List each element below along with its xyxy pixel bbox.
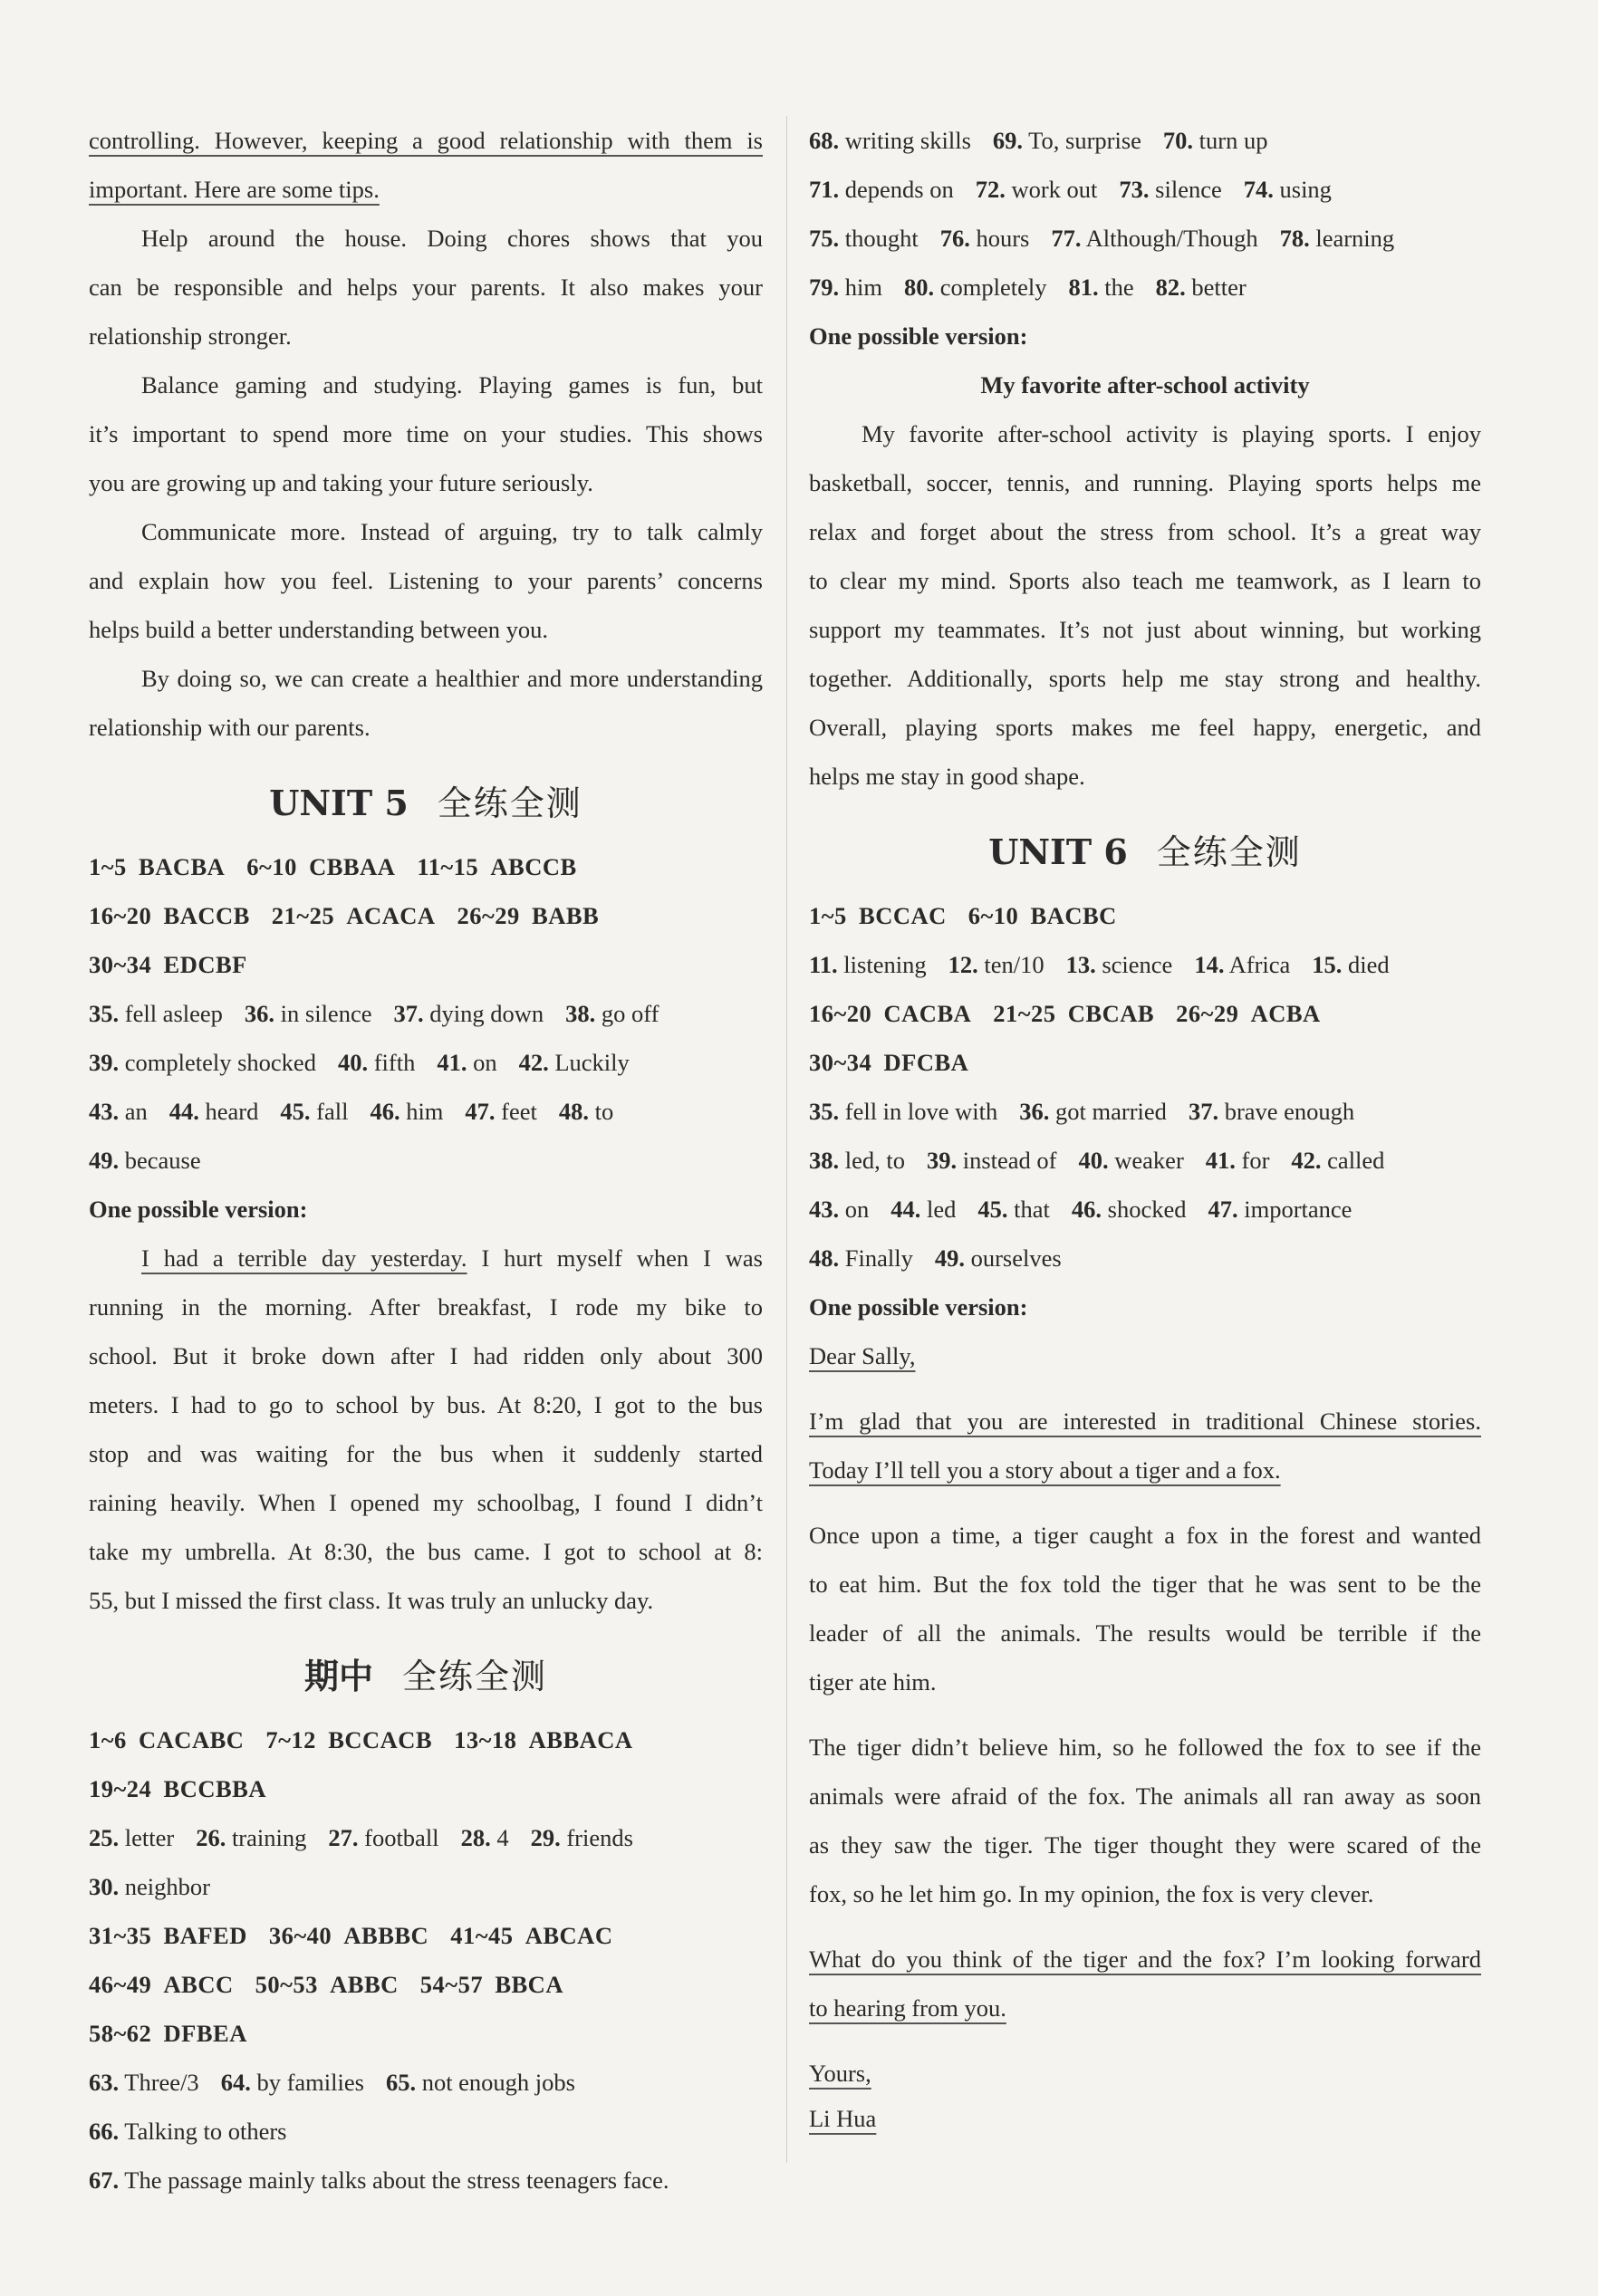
answer-value: led, to	[844, 1147, 905, 1174]
fill-answer-row	[89, 1813, 763, 1862]
answer-value: weaker	[1114, 1147, 1184, 1174]
answer-value: CACABC	[139, 1726, 245, 1753]
answer-value: Luckily	[554, 1049, 630, 1076]
letter-paragraph	[809, 1935, 1481, 2032]
question-number: 46.	[370, 1098, 400, 1125]
text-line: animals were afraid of the fox. The animals all ran away as soon	[809, 1782, 1481, 1810]
answer-value: BACBA	[139, 853, 226, 880]
question-number: 35.	[89, 1000, 120, 1027]
question-range: 21~25	[993, 1000, 1056, 1027]
answer-value: completely shocked	[124, 1049, 316, 1076]
answer-value: not enough jobs	[421, 2069, 575, 2096]
answer-value: BCCACB	[328, 1726, 433, 1753]
answer-value: called	[1327, 1147, 1385, 1174]
tip-paragraph	[89, 214, 763, 360]
letter-closing: Yours,	[809, 2060, 871, 2087]
choice-answer-row	[89, 1764, 763, 1813]
answer-value: him	[844, 274, 882, 301]
answer-value: ABBC	[330, 1971, 399, 1998]
answer-value: To, surprise	[1028, 127, 1141, 154]
question-number: 74.	[1243, 176, 1274, 203]
unit5-answers	[89, 842, 763, 1185]
unit6-answers	[809, 891, 1481, 1282]
answer-value: because	[124, 1147, 201, 1174]
question-number: 68.	[809, 127, 840, 154]
fill-answer-row	[89, 2058, 763, 2107]
column-divider	[786, 116, 787, 2163]
answer-value: silence	[1155, 176, 1222, 203]
text-line: as they saw the tiger. The tiger thought they were scared of the	[809, 1831, 1481, 1859]
question-number: 43.	[89, 1098, 120, 1125]
answer-value: go off	[601, 1000, 659, 1027]
question-number: 26.	[196, 1824, 226, 1851]
text-line: Once upon a time, a tiger caught a fox in the forest and wanted	[809, 1522, 1481, 1549]
text-line: Communicate more. Instead of arguing, try to talk calmly	[141, 518, 763, 545]
answer-value: dying down	[429, 1000, 544, 1027]
question-number: 36.	[1019, 1098, 1050, 1125]
answer-value: that	[1014, 1196, 1050, 1223]
version-label: One possible version:	[809, 1293, 1028, 1321]
answer-value: in silence	[280, 1000, 372, 1027]
text-line: I had a terrible day yesterday. I hurt myself when I was	[141, 1244, 763, 1272]
unit6-title: UNIT 6	[988, 831, 1128, 872]
letter-paragraph	[809, 1511, 1481, 1706]
activity-essay	[809, 409, 1481, 801]
fill-answer-row	[809, 1185, 1481, 1234]
answer-value: neighbor	[124, 1873, 210, 1900]
text-line: controlling. However, keeping a good relationship with them is	[89, 127, 763, 154]
question-number: 49.	[89, 1147, 120, 1174]
version-label: One possible version:	[809, 322, 1028, 350]
text-line: fox, so he let him go. In my opinion, the fox is very clever.	[809, 1880, 1374, 1907]
midterm-title: 期中	[303, 1656, 373, 1696]
question-number: 78.	[1279, 225, 1310, 252]
question-number: 38.	[565, 1000, 596, 1027]
text-line: school. But it broke down after I had ridden only about 300	[89, 1342, 763, 1369]
text-line: stop and was waiting for the bus when it suddenly started	[89, 1440, 763, 1467]
letter-paragraph	[809, 1397, 1481, 1494]
question-number: 70.	[1162, 127, 1194, 154]
question-number: 48.	[809, 1244, 840, 1272]
answer-value: heard	[205, 1098, 259, 1125]
text-line: I’m glad that you are interested in traditional Chinese stories.	[809, 1407, 1481, 1435]
question-range: 31~35	[89, 1922, 152, 1949]
answer-value: CACBA	[883, 1000, 972, 1027]
question-number: 65.	[385, 2069, 417, 2096]
answer-value: CBBAA	[309, 853, 396, 880]
question-number: 66.	[89, 2118, 120, 2145]
question-number: 37.	[1188, 1098, 1219, 1125]
answer-value: fell asleep	[124, 1000, 223, 1027]
question-number: 81.	[1068, 274, 1099, 301]
question-number: 35.	[809, 1098, 840, 1125]
question-range: 1~5	[89, 853, 127, 880]
question-number: 41.	[437, 1049, 467, 1076]
question-number: 42.	[518, 1049, 549, 1076]
question-number: 69.	[992, 127, 1024, 154]
answer-value: 4	[496, 1824, 509, 1851]
answer-value: CBCAB	[1067, 1000, 1155, 1027]
answer-value: hours	[976, 225, 1030, 252]
text-line: you are growing up and taking your future seriously.	[89, 469, 593, 496]
text-line: basketball, soccer, tennis, and running. Playing sports helps me	[809, 469, 1481, 496]
text-line: helps me stay in good shape.	[809, 763, 1085, 790]
question-number: 63.	[89, 2069, 120, 2096]
letter-signature: Li Hua	[809, 2105, 877, 2132]
text-line: together. Additionally, sports help me stay strong and healthy.	[809, 665, 1481, 692]
question-range: 16~20	[809, 1000, 872, 1027]
question-number: 75.	[809, 225, 840, 252]
answer-value: turn up	[1198, 127, 1268, 154]
answer-value: to	[594, 1098, 614, 1125]
answer-value: BCCAC	[859, 902, 947, 929]
answer-value: The passage mainly talks about the stress teenagers face.	[124, 2166, 669, 2194]
answer-value: BCCBBA	[163, 1775, 266, 1802]
answer-value: Although/Though	[1085, 225, 1258, 252]
answer-value: football	[364, 1824, 439, 1851]
question-range: 6~10	[246, 853, 297, 880]
question-range: 19~24	[89, 1775, 152, 1802]
fill-answer-row	[89, 2107, 763, 2156]
answer-value: BACBC	[1030, 902, 1117, 929]
version-label: One possible version:	[89, 1196, 308, 1223]
question-range: 46~49	[89, 1971, 152, 1998]
question-number: 37.	[393, 1000, 424, 1027]
question-range: 1~5	[809, 902, 847, 929]
answer-value: ABBBC	[343, 1922, 429, 1949]
answer-value: the	[1104, 274, 1134, 301]
text-line: Balance gaming and studying. Playing games is fun, but	[141, 371, 763, 399]
midterm-heading	[89, 1650, 763, 1703]
text-line: leader of all the animals. The results would be terrible if the	[809, 1619, 1481, 1647]
text-line: The tiger didn’t believe him, so he followed the fox to see if the	[809, 1734, 1481, 1761]
question-range: 26~29	[457, 902, 520, 929]
answer-value: fell in love with	[844, 1098, 998, 1125]
unit5-heading	[89, 777, 763, 830]
midterm-subtitle: 全练全测	[402, 1657, 548, 1696]
question-number: 77.	[1051, 225, 1082, 252]
text-line: it’s important to spend more time on your studies. This shows	[89, 420, 763, 447]
question-number: 67.	[89, 2166, 120, 2194]
answer-value: Three/3	[124, 2069, 199, 2096]
question-number: 71.	[809, 176, 840, 203]
question-range: 7~12	[265, 1726, 316, 1753]
answer-value: got married	[1055, 1098, 1167, 1125]
question-number: 14.	[1194, 951, 1225, 978]
answer-value: Africa	[1228, 951, 1291, 978]
text-line: to clear my mind. Sports also teach me teamwork, as I learn to	[809, 567, 1481, 594]
question-number: 79.	[809, 274, 840, 301]
unit6-heading	[809, 826, 1481, 879]
text-line: My favorite after-school activity is playing sports. I enjoy	[862, 420, 1481, 447]
answer-value: DFBEA	[163, 2020, 247, 2047]
question-number: 44.	[168, 1098, 199, 1125]
question-number: 41.	[1205, 1147, 1236, 1174]
question-number: 44.	[890, 1196, 921, 1223]
answer-value: led	[927, 1196, 957, 1223]
question-number: 30.	[89, 1873, 120, 1900]
question-number: 12.	[948, 951, 978, 978]
question-number: 64.	[220, 2069, 251, 2096]
fill-answer-row	[89, 1862, 763, 1911]
question-number: 48.	[558, 1098, 590, 1125]
answer-value: shocked	[1107, 1196, 1187, 1223]
choice-answer-row	[809, 989, 1481, 1038]
fill-answer-row	[89, 2156, 763, 2205]
answer-value: fifth	[373, 1049, 416, 1076]
answer-value: DFCBA	[883, 1049, 969, 1076]
choice-answer-row	[89, 842, 763, 891]
text-line: What do you think of the tiger and the fox? I’m looking forward	[809, 1945, 1481, 1973]
answer-value: ACBA	[1250, 1000, 1321, 1027]
text-line: to hearing from you.	[809, 1994, 1006, 2022]
letter-paragraph	[809, 1723, 1481, 1918]
question-number: 28.	[460, 1824, 491, 1851]
choice-answer-row	[89, 1960, 763, 2009]
answer-value: science	[1102, 951, 1173, 978]
answer-value: for	[1241, 1147, 1270, 1174]
answer-value: ABBACA	[528, 1726, 633, 1753]
answer-value: ABCC	[163, 1971, 234, 1998]
answer-value: ABCAC	[525, 1922, 613, 1949]
question-number: 43.	[809, 1196, 840, 1223]
text-line: relax and forget about the stress from school. It’s a great way	[809, 518, 1481, 545]
answer-value: BABB	[532, 902, 600, 929]
answer-value: BACCB	[163, 902, 250, 929]
fill-answer-row	[809, 1136, 1481, 1185]
question-number: 80.	[903, 274, 935, 301]
text-line: important. Here are some tips.	[89, 176, 380, 203]
question-number: 46.	[1071, 1196, 1102, 1223]
answer-value: by families	[256, 2069, 364, 2096]
choice-answer-row	[809, 891, 1481, 940]
answer-value: thought	[844, 225, 919, 252]
fill-answer-row	[809, 165, 1481, 214]
answer-value: training	[231, 1824, 307, 1851]
text-line: and explain how you feel. Listening to your parents’ concerns	[89, 567, 763, 594]
answer-value: instead of	[962, 1147, 1057, 1174]
question-number: 47.	[1208, 1196, 1238, 1223]
choice-answer-row	[89, 940, 763, 989]
question-range: 21~25	[271, 902, 335, 929]
answer-value: letter	[124, 1824, 175, 1851]
answer-value: depends on	[844, 176, 954, 203]
question-number: 42.	[1291, 1147, 1322, 1174]
answer-value: an	[124, 1098, 148, 1125]
answer-value: learning	[1315, 225, 1395, 252]
letter-greeting: Dear Sally,	[809, 1342, 916, 1369]
question-number: 40.	[1078, 1147, 1109, 1174]
text-line: helps build a better understanding between you.	[89, 616, 549, 643]
fill-answer-row	[809, 1087, 1481, 1136]
question-range: 16~20	[89, 902, 152, 929]
question-number: 47.	[465, 1098, 496, 1125]
question-number: 45.	[280, 1098, 311, 1125]
question-number: 38.	[809, 1147, 840, 1174]
answer-value: EDCBF	[163, 951, 247, 978]
question-range: 41~45	[450, 1922, 514, 1949]
question-number: 27.	[328, 1824, 359, 1851]
text-line: Help around the house. Doing chores shows that you	[141, 225, 763, 252]
question-number: 15.	[1312, 951, 1343, 978]
answer-value: importance	[1244, 1196, 1353, 1223]
question-number: 39.	[927, 1147, 958, 1174]
tip-paragraph	[89, 507, 763, 654]
answer-value: on	[844, 1196, 870, 1223]
answer-value: Talking to others	[124, 2118, 287, 2145]
conclusion-paragraph	[89, 654, 763, 752]
answer-value: BBCA	[495, 1971, 563, 1998]
text-line: running in the morning. After breakfast, I rode my bike to	[89, 1293, 763, 1321]
fill-answer-row	[89, 1087, 763, 1136]
choice-answer-row	[809, 1038, 1481, 1087]
text-line: Overall, playing sports makes me feel happy, energetic, and	[809, 714, 1481, 741]
fill-answer-row	[89, 989, 763, 1038]
text-line: to eat him. But the fox told the tiger that he was sent to be the	[809, 1571, 1481, 1598]
text-line: relationship stronger.	[89, 322, 292, 350]
answer-value: fall	[316, 1098, 349, 1125]
question-number: 40.	[337, 1049, 369, 1076]
unit5-title: UNIT 5	[269, 783, 409, 823]
answer-value: ABCCB	[490, 853, 577, 880]
fill-answer-row	[809, 940, 1481, 989]
answer-value: friends	[566, 1824, 633, 1851]
answers-68-82	[809, 116, 1481, 312]
right-column	[809, 116, 1481, 2143]
question-range: 11~15	[417, 853, 479, 880]
question-number: 76.	[939, 225, 970, 252]
text-line: tiger ate him.	[809, 1668, 937, 1696]
text-line: support my teammates. It’s not just about winning, but working	[809, 616, 1481, 643]
question-range: 30~34	[89, 951, 152, 978]
fill-answer-row	[809, 1234, 1481, 1282]
answer-value: writing skills	[844, 127, 971, 154]
answer-value: completely	[939, 274, 1047, 301]
question-range: 54~57	[419, 1971, 484, 1998]
text-line: take my umbrella. At 8:30, the bus came. I got to school at 8:	[89, 1538, 763, 1565]
fill-answer-row	[89, 1136, 763, 1185]
answer-value: better	[1191, 274, 1247, 301]
unit5-subtitle: 全练全测	[437, 783, 582, 823]
answer-value: Finally	[844, 1244, 913, 1272]
fill-answer-row	[89, 1038, 763, 1087]
choice-answer-row	[89, 891, 763, 940]
question-number: 39.	[89, 1049, 120, 1076]
question-number: 11.	[809, 951, 838, 978]
question-number: 72.	[975, 176, 1006, 203]
question-number: 82.	[1155, 274, 1186, 301]
unit6-subtitle: 全练全测	[1156, 832, 1302, 872]
question-number: 49.	[934, 1244, 965, 1272]
answer-value: ourselves	[970, 1244, 1062, 1272]
choice-answer-row	[89, 2009, 763, 2058]
question-number: 36.	[244, 1000, 275, 1027]
midterm-answers	[89, 1715, 763, 2205]
answer-value: work out	[1011, 176, 1098, 203]
text-line: raining heavily. When I opened my schoolbag, I found I didn’t	[89, 1489, 763, 1516]
text-line: Today I’ll tell you a story about a tiger and a fox.	[809, 1456, 1281, 1484]
letter	[809, 1331, 1481, 2143]
answer-value: ACACA	[346, 902, 436, 929]
question-number: 29.	[530, 1824, 561, 1851]
unit5-essay	[89, 1234, 763, 1625]
answer-value: him	[406, 1098, 444, 1125]
fill-answer-row	[809, 214, 1481, 263]
answer-value: brave enough	[1224, 1098, 1355, 1125]
question-number: 45.	[977, 1196, 1008, 1223]
answer-value: listening	[843, 951, 927, 978]
tip-paragraph	[89, 360, 763, 507]
question-range: 58~62	[89, 2020, 152, 2047]
text-line: By doing so, we can create a healthier and more understanding	[141, 665, 763, 692]
text-line: can be responsible and helps your parents. It also makes your	[89, 274, 763, 301]
fill-answer-row	[809, 116, 1481, 165]
answer-value: feet	[501, 1098, 537, 1125]
question-range: 26~29	[1176, 1000, 1239, 1027]
choice-answer-row	[89, 1911, 763, 1960]
left-column	[89, 116, 763, 2205]
choice-answer-row	[89, 1715, 763, 1764]
question-range: 6~10	[967, 902, 1019, 929]
text-line: meters. I had to go to school by bus. At 8:20, I got to the bus	[89, 1391, 763, 1418]
question-range: 1~6	[89, 1726, 127, 1753]
intro-paragraph	[89, 116, 763, 214]
text-line: relationship with our parents.	[89, 714, 371, 741]
question-range: 36~40	[268, 1922, 332, 1949]
question-range: 30~34	[809, 1049, 872, 1076]
answer-value: BAFED	[163, 1922, 247, 1949]
answer-value: using	[1279, 176, 1332, 203]
answer-value: died	[1348, 951, 1390, 978]
question-number: 13.	[1065, 951, 1096, 978]
essay-title: My favorite after-school activity	[980, 371, 1310, 399]
fill-answer-row	[809, 263, 1481, 312]
question-number: 25.	[89, 1824, 120, 1851]
answer-value: on	[473, 1049, 497, 1076]
answer-value: ten/10	[984, 951, 1044, 978]
question-range: 50~53	[255, 1971, 318, 1998]
text-line: 55, but I missed the first class. It was truly an unlucky day.	[89, 1587, 654, 1614]
question-number: 73.	[1119, 176, 1150, 203]
question-range: 13~18	[454, 1726, 517, 1753]
